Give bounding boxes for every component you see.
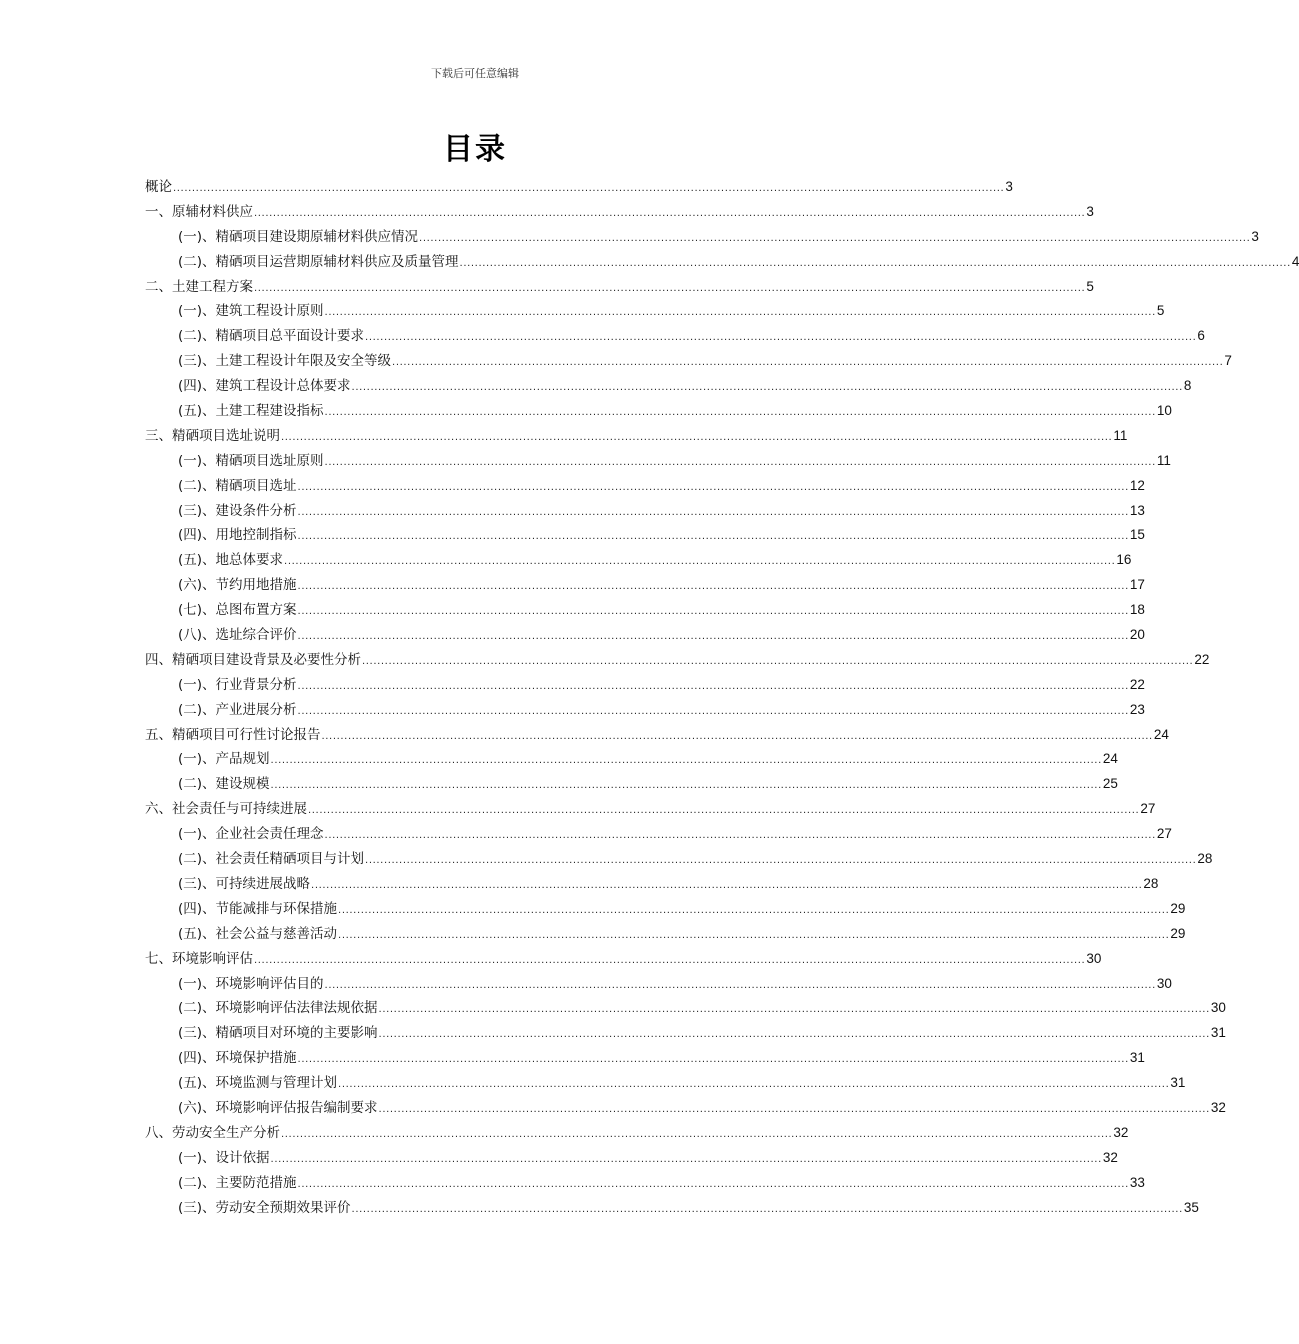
toc-dot-leader: ............................................................................................................................................................................................................................ [270,755,1102,767]
toc-entry-label: (一)、精硒项目选址原则 [178,452,324,469]
toc-entry-page-number: 7 [1224,353,1232,369]
table-of-contents [145,175,1299,1220]
toc-dot-leader: ............................................................................................................................................................................................................................ [378,1029,1210,1041]
toc-dot-leader: ............................................................................................................................................................................................................................ [351,382,1183,394]
toc-entry[interactable] [145,747,1118,772]
toc-dot-leader: ............................................................................................................................................................................................................................ [281,1128,1113,1140]
toc-entry[interactable] [145,698,1145,723]
toc-entry-label: (一)、环境影响评估目的 [178,975,324,992]
toc-entry[interactable] [145,250,1299,275]
toc-entry-label: 八、劳动安全生产分析 [145,1124,280,1141]
toc-entry-page-number: 11 [1156,452,1171,468]
toc-entry-label: 五、精硒项目可行性讨论报告 [145,726,321,743]
toc-entry-label: (二)、产业进展分析 [178,701,297,718]
toc-entry[interactable] [145,349,1232,374]
toc-dot-leader: ............................................................................................................................................................................................................................ [297,705,1129,717]
toc-entry-label: (二)、建设规模 [178,776,270,793]
page-header-note: 下载后可任意编辑 [431,67,519,80]
toc-dot-leader: ............................................................................................................................................................................................................................ [297,481,1129,493]
toc-entry[interactable] [145,1196,1199,1221]
toc-entry-page-number: 16 [1116,552,1132,568]
toc-entry-label: (五)、环境监测与管理计划 [178,1075,338,1092]
toc-entry-label: (二)、精硒项目选址 [178,477,297,494]
toc-entry-label: (一)、行业背景分析 [178,676,297,693]
toc-entry[interactable] [145,723,1169,748]
toc-entry-label: (二)、环境影响评估法律法规依据 [178,1000,378,1017]
toc-entry-page-number: 25 [1102,776,1118,792]
toc-entry-page-number: 20 [1129,627,1145,643]
toc-entry[interactable] [145,648,1210,673]
toc-entry[interactable] [145,573,1145,598]
toc-entry-page-number: 15 [1129,527,1145,543]
toc-entry-label: 七、环境影响评估 [145,950,253,967]
toc-entry[interactable] [145,797,1156,822]
toc-entry[interactable] [145,972,1172,997]
toc-entry-label: (六)、环境影响评估报告编制要求 [178,1099,378,1116]
toc-entry[interactable] [145,225,1259,250]
toc-entry[interactable] [145,449,1171,474]
toc-entry-label: (八)、选址综合评价 [178,627,297,644]
toc-dot-leader: ............................................................................................................................................................................................................................ [324,979,1156,991]
toc-dot-leader: ............................................................................................................................................................................................................................ [254,282,1086,294]
toc-entry-label: (三)、土建工程设计年限及安全等级 [178,353,392,370]
toc-entry[interactable] [145,1046,1145,1071]
toc-entry[interactable] [145,673,1145,698]
toc-entry[interactable] [145,499,1145,524]
toc-dot-leader: ............................................................................................................................................................................................................................ [254,954,1086,966]
toc-entry-page-number: 24 [1102,751,1118,767]
toc-entry[interactable] [145,897,1186,922]
toc-entry-label: (一)、精硒项目建设期原辅材料供应情况 [178,228,419,245]
toc-entry-label: (二)、主要防范措施 [178,1174,297,1191]
toc-entry[interactable] [145,947,1102,972]
toc-dot-leader: ............................................................................................................................................................................................................................ [270,1153,1102,1165]
toc-entry-page-number: 28 [1143,875,1159,891]
toc-entry-page-number: 35 [1183,1199,1199,1215]
toc-dot-leader: ............................................................................................................................................................................................................................ [324,307,1156,319]
toc-entry-page-number: 11 [1113,427,1128,443]
toc-entry-label: 六、社会责任与可持续进展 [145,801,307,818]
toc-entry-label: (三)、建设条件分析 [178,502,297,519]
toc-entry-label: (四)、节能减排与环保措施 [178,900,338,917]
toc-dot-leader: ............................................................................................................................................................................................................................ [297,1054,1129,1066]
toc-entry-label: (五)、地总体要求 [178,552,284,569]
toc-entry-page-number: 30 [1086,950,1102,966]
toc-dot-leader: ............................................................................................................................................................................................................................ [392,357,1224,369]
toc-entry-label: (七)、总图布置方案 [178,602,297,619]
toc-entry[interactable] [145,324,1205,349]
toc-entry-page-number: 3 [1086,203,1094,219]
toc-dot-leader: ............................................................................................................................................................................................................................ [270,780,1102,792]
toc-dot-leader: ............................................................................................................................................................................................................................ [419,232,1251,244]
toc-entry[interactable] [145,424,1128,449]
toc-entry-label: 一、原辅材料供应 [145,203,253,220]
toc-dot-leader: ............................................................................................................................................................................................................................ [338,929,1170,941]
toc-entry-label: (五)、土建工程建设指标 [178,403,324,420]
toc-entry-page-number: 13 [1129,502,1145,518]
toc-entry[interactable] [145,523,1145,548]
toc-entry[interactable] [145,922,1186,947]
toc-dot-leader: ............................................................................................................................................................................................................................ [338,1079,1170,1091]
toc-entry[interactable] [145,299,1165,324]
toc-dot-leader: ............................................................................................................................................................................................................................ [365,855,1197,867]
toc-entry-page-number: 33 [1129,1174,1145,1190]
toc-entry-page-number: 30 [1210,1000,1226,1016]
toc-dot-leader: ............................................................................................................................................................................................................................ [281,431,1113,443]
toc-entry-page-number: 10 [1156,403,1172,419]
toc-dot-leader: ............................................................................................................................................................................................................................ [365,332,1197,344]
toc-entry-label: (二)、社会责任精硒项目与计划 [178,851,365,868]
toc-dot-leader: ............................................................................................................................................................................................................................ [324,830,1156,842]
toc-entry-page-number: 27 [1156,826,1172,842]
toc-entry-page-number: 5 [1086,278,1094,294]
toc-entry-label: (四)、环境保护措施 [178,1050,297,1067]
toc-entry[interactable] [145,1096,1226,1121]
toc-entry-label: (一)、设计依据 [178,1149,270,1166]
toc-entry-page-number: 29 [1170,900,1186,916]
toc-dot-leader: ............................................................................................................................................................................................................................ [324,456,1156,468]
toc-entry-page-number: 28 [1197,851,1213,867]
toc-entry-page-number: 31 [1129,1050,1145,1066]
toc-dot-leader: ............................................................................................................................................................................................................................ [254,207,1086,219]
toc-entry-label: (三)、精硒项目对环境的主要影响 [178,1025,378,1042]
toc-dot-leader: ............................................................................................................................................................................................................................ [297,531,1129,543]
toc-entry-label: 二、土建工程方案 [145,278,253,295]
toc-dot-leader: ............................................................................................................................................................................................................................ [297,581,1129,593]
toc-entry-page-number: 18 [1129,602,1145,618]
toc-dot-leader: ............................................................................................................................................................................................................................ [297,506,1129,518]
toc-entry[interactable] [145,872,1159,897]
toc-entry[interactable] [145,1121,1129,1146]
toc-dot-leader: ............................................................................................................................................................................................................................ [324,407,1156,419]
toc-dot-leader: ............................................................................................................................................................................................................................ [297,606,1129,618]
toc-entry[interactable] [145,772,1118,797]
toc-dot-leader: ............................................................................................................................................................................................................................ [297,1178,1129,1190]
toc-entry[interactable] [145,275,1094,300]
toc-entry-page-number: 5 [1156,303,1165,319]
toc-dot-leader: ............................................................................................................................................................................................................................ [378,1103,1210,1115]
toc-entry[interactable] [145,374,1192,399]
toc-title: 目录 [443,132,507,167]
toc-entry[interactable] [145,474,1145,499]
toc-entry-page-number: 32 [1210,1099,1226,1115]
toc-entry-page-number: 31 [1210,1025,1226,1041]
toc-entry-label: (二)、精硒项目运营期原辅材料供应及质量管理 [178,253,459,270]
toc-entry[interactable] [145,200,1094,225]
toc-entry-label: (三)、劳动安全预期效果评价 [178,1199,351,1216]
toc-entry[interactable] [145,847,1213,872]
toc-entry[interactable] [145,175,1013,200]
toc-entry-page-number: 27 [1140,801,1156,817]
toc-entry[interactable] [145,1171,1145,1196]
toc-entry[interactable] [145,548,1132,573]
toc-entry-label: 三、精硒项目选址说明 [145,427,280,444]
toc-entry-label: (二)、精硒项目总平面设计要求 [178,328,365,345]
toc-entry-page-number: 32 [1102,1149,1118,1165]
toc-entry-label: (一)、产品规划 [178,751,270,768]
toc-dot-leader: ............................................................................................................................................................................................................................ [297,631,1129,643]
toc-entry-page-number: 32 [1113,1124,1129,1140]
toc-entry-page-number: 4 [1291,253,1299,269]
toc-dot-leader: ............................................................................................................................................................................................................................ [308,805,1140,817]
toc-entry-page-number: 24 [1153,726,1169,742]
toc-dot-leader: ............................................................................................................................................................................................................................ [378,1004,1210,1016]
toc-entry[interactable] [145,1146,1118,1171]
toc-entry-page-number: 22 [1129,676,1145,692]
toc-entry-page-number: 31 [1170,1075,1186,1091]
toc-entry-page-number: 23 [1129,701,1145,717]
toc-entry[interactable] [145,1071,1186,1096]
toc-entry-label: (三)、可持续进展战略 [178,875,311,892]
toc-entry-label: 概论 [145,179,172,195]
toc-dot-leader: ............................................................................................................................................................................................................................ [351,1203,1183,1215]
toc-dot-leader: ............................................................................................................................................................................................................................ [362,655,1194,667]
toc-entry-label: (一)、企业社会责任理念 [178,826,324,843]
toc-entry-label: (四)、用地控制指标 [178,527,297,544]
toc-entry-label: (一)、建筑工程设计原则 [178,303,324,320]
toc-entry-page-number: 22 [1194,651,1210,667]
toc-entry-page-number: 3 [1005,179,1013,194]
toc-entry-page-number: 3 [1251,228,1259,244]
toc-entry-label: (六)、节约用地措施 [178,577,297,594]
toc-dot-leader: ............................................................................................................................................................................................................................ [338,904,1170,916]
toc-entry-page-number: 6 [1197,328,1205,344]
toc-dot-leader: ............................................................................................................................................................................................................................ [311,879,1143,891]
toc-entry[interactable] [145,1021,1226,1046]
toc-entry-page-number: 8 [1183,378,1192,394]
toc-entry[interactable] [145,822,1172,847]
toc-entry[interactable] [145,399,1172,424]
toc-dot-leader: ............................................................................................................................................................................................................................ [173,183,1005,194]
toc-dot-leader: ............................................................................................................................................................................................................................ [459,257,1291,269]
toc-entry-page-number: 17 [1129,577,1145,593]
toc-entry[interactable] [145,623,1145,648]
toc-entry[interactable] [145,996,1226,1021]
toc-entry-page-number: 12 [1129,477,1145,493]
toc-entry-page-number: 29 [1170,925,1186,941]
toc-entry-label: (五)、社会公益与慈善活动 [178,925,338,942]
toc-entry-label: (四)、建筑工程设计总体要求 [178,378,351,395]
toc-dot-leader: ............................................................................................................................................................................................................................ [284,556,1116,568]
toc-entry[interactable] [145,598,1145,623]
toc-dot-leader: ............................................................................................................................................................................................................................ [297,680,1129,692]
toc-entry-page-number: 30 [1156,975,1172,991]
toc-entry-label: 四、精硒项目建设背景及必要性分析 [145,651,361,668]
toc-dot-leader: ............................................................................................................................................................................................................................ [321,730,1153,742]
